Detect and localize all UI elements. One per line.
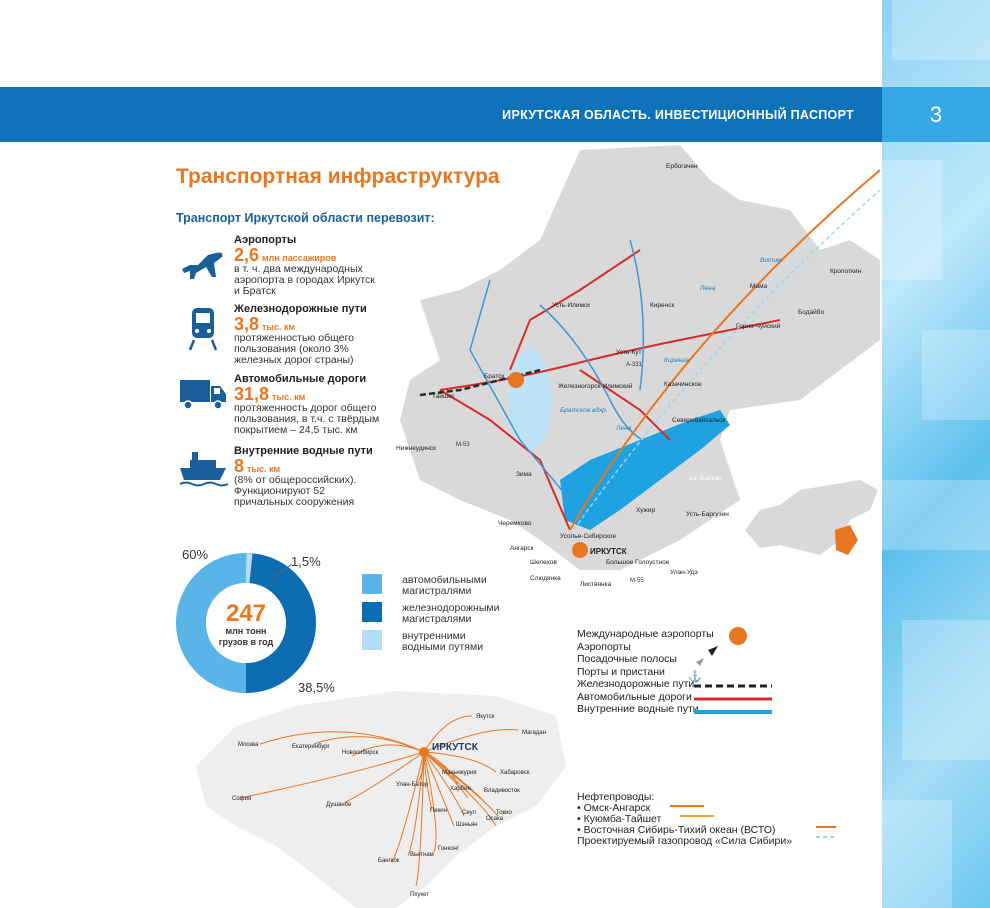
legend-rail: железнодорожными магистралями (402, 602, 500, 625)
airstrip-icon (696, 658, 704, 666)
stat-desc-line: Функционируют 52 (234, 485, 326, 497)
stat-desc-line: аэропорта в городах Иркутск (234, 274, 375, 286)
header-bar (0, 87, 882, 142)
svg-text:А-331: А-331 (626, 362, 643, 368)
pipeline-item: • Куюмба-Тайшет (577, 813, 662, 825)
svg-text:Усть-Баргузин: Усть-Баргузин (686, 511, 729, 518)
svg-text:М-53: М-53 (456, 442, 470, 448)
intl-airport-icon (572, 542, 588, 558)
svg-text:Бангкок: Бангкок (378, 858, 400, 864)
russia-inset-map (740, 470, 880, 570)
svg-text:Екатеринбург: Екатеринбург (292, 744, 330, 750)
svg-text:Осака: Осака (486, 816, 504, 822)
pct-water-leader (268, 560, 294, 582)
pct-road: 60% (182, 547, 209, 562)
gas-pipeline-item: Проектируемый газопровод «Сила Сибири» (577, 835, 793, 847)
svg-text:Горно-Чуйский: Горно-Чуйский (736, 323, 781, 330)
legend-swatch-water (362, 630, 382, 650)
svg-text:Киренск: Киренск (650, 302, 675, 309)
airport-icon (708, 646, 718, 656)
stat-unit: тыс. км (261, 322, 296, 332)
stat-desc-line: пользования (около 3% (234, 343, 349, 355)
svg-text:ИРКУТСК: ИРКУТСК (432, 742, 478, 753)
legend-swatch-road (362, 574, 382, 594)
stat-name: Железнодорожные пути (234, 303, 367, 315)
stat-unit: тыс. км (271, 392, 306, 402)
svg-text:Магадан: Магадан (522, 730, 546, 736)
legend-road: Автомобильные дороги (577, 690, 692, 703)
svg-text:Якутск: Якутск (476, 714, 495, 720)
svg-text:София: София (232, 796, 252, 802)
svg-text:Шелехов: Шелехов (530, 559, 557, 566)
section-title: Транспортная инфраструктура (176, 165, 500, 188)
intl-airport-icon (729, 627, 747, 645)
svg-text:Хабаровск: Хабаровск (500, 770, 530, 776)
svg-text:оз. Байкал: оз. Байкал (690, 475, 722, 482)
stat-desc-line: протяженность дорог общего (234, 402, 377, 414)
donut-unit: млн тонн (225, 626, 267, 636)
svg-text:Харбин: Харбин (450, 786, 471, 792)
page-number: 3 (882, 87, 990, 142)
svg-text:Улан-Удэ: Улан-Удэ (670, 569, 698, 576)
svg-text:ИРКУТСК: ИРКУТСК (590, 547, 627, 556)
irkutsk-hub (419, 747, 429, 757)
svg-text:Шэньян: Шэньян (456, 822, 478, 828)
pipeline-item: • Омск-Ангарск (577, 802, 651, 814)
stat-name: Аэропорты (234, 234, 297, 246)
legend-water: внутренними водными путями (402, 630, 484, 653)
svg-text:Ербогачен: Ербогачен (666, 163, 698, 170)
document-title: ИРКУТСКАЯ ОБЛАСТЬ. ИНВЕСТИЦИОННЫЙ ПАСПОРТ (502, 108, 854, 122)
svg-text:Большое Голоустное: Большое Голоустное (606, 559, 670, 566)
stat-desc-line: покрытием – 24,5 тыс. км (234, 424, 358, 436)
svg-text:Зима: Зима (516, 471, 532, 478)
world-routes-map (196, 686, 566, 908)
legend-airstrip: Посадочные полосы (577, 653, 677, 665)
svg-text:Москва: Москва (238, 742, 259, 748)
anchor-icon: ⚓ (688, 671, 702, 683)
stat-desc-line: железных дорог страны) (234, 354, 354, 366)
svg-text:Вьетнам: Вьетнам (410, 852, 434, 858)
svg-text:М-55: М-55 (630, 578, 644, 584)
svg-text:Хужир: Хужир (636, 507, 656, 514)
svg-text:Усть-Илимск: Усть-Илимск (552, 302, 591, 309)
svg-text:Слюдянка: Слюдянка (530, 575, 561, 582)
legend-swatch-rail (362, 602, 382, 622)
svg-text:Витим: Витим (760, 257, 782, 264)
legend-railway: Железнодорожные пути (577, 678, 695, 690)
legend-intl-airport: Международные аэропорты (577, 628, 714, 640)
stat-desc-line: (8% от общероссийских). (234, 474, 357, 486)
stat-desc-line: причальных сооружения (234, 496, 355, 508)
svg-text:Гонконг: Гонконг (438, 846, 460, 852)
svg-text:Киренга: Киренга (664, 357, 690, 364)
svg-text:Пекин: Пекин (430, 808, 447, 814)
svg-text:Лена: Лена (616, 425, 632, 432)
stat-name: Внутренние водные пути (234, 445, 373, 457)
svg-text:Братск: Братск (484, 373, 505, 380)
donut-unit: грузов в год (218, 637, 274, 647)
svg-text:Ангарск: Ангарск (510, 545, 534, 552)
svg-text:Усть-Кут: Усть-Кут (616, 349, 642, 356)
stat-unit: млн пассажиров (261, 253, 337, 263)
svg-text:Новосибирск: Новосибирск (342, 750, 379, 756)
cargo-donut-chart (176, 553, 316, 693)
svg-text:Усолье-Сибирское: Усолье-Сибирское (560, 533, 617, 540)
svg-text:Братское вдхр.: Братское вдхр. (560, 407, 608, 414)
stat-value: 31,8 (234, 384, 270, 404)
svg-text:Казачинское: Казачинское (664, 381, 702, 388)
svg-text:Железногорск-Илимский: Железногорск-Илимский (558, 383, 633, 390)
pct-water: 1,5% (291, 554, 321, 569)
stat-desc-line: пользования, в т.ч. с твёрдым (234, 413, 380, 425)
svg-text:Тайшет: Тайшет (432, 393, 455, 400)
pipeline-title: Нефтепроводы: (577, 791, 655, 803)
ship-icon (178, 446, 228, 494)
svg-text:Пхукет: Пхукет (410, 892, 429, 898)
truck-icon (178, 374, 228, 422)
svg-text:Мама: Мама (750, 283, 768, 290)
svg-text:Нижнеудинск: Нижнеудинск (396, 445, 436, 452)
svg-text:Листвянка: Листвянка (580, 581, 612, 588)
airplane-icon (178, 235, 228, 283)
stat-desc-line: и Братск (234, 285, 276, 297)
svg-text:Токио: Токио (496, 810, 512, 816)
train-icon (178, 304, 228, 352)
stat-desc-line: протяженностью общего (234, 332, 354, 344)
stat-unit: тыс. км (246, 464, 281, 474)
stat-value: 3,8 (234, 314, 260, 334)
bratsk-reservoir (508, 350, 552, 450)
pipeline-symbols (670, 800, 840, 840)
svg-text:Улан-Батор: Улан-Батор (396, 782, 429, 788)
stat-value: 8 (234, 456, 245, 476)
svg-text:Северобайкальск: Северобайкальск (672, 417, 726, 424)
intl-airport-icon (508, 372, 524, 388)
stat-desc-line: в т. ч. два международных (234, 263, 363, 275)
donut-total: 247 (225, 600, 267, 627)
pct-rail: 38,5% (298, 680, 335, 695)
svg-text:Кропоткин: Кропоткин (830, 268, 862, 275)
legend-port: Порты и пристани (577, 665, 665, 678)
section-subtitle: Транспорт Иркутской области перевозит: (176, 211, 435, 225)
svg-text:Сеул: Сеул (462, 810, 476, 816)
svg-text:Лена: Лена (700, 285, 716, 292)
stat-value: 2,6 (234, 245, 260, 265)
map-legend-symbols (690, 624, 780, 718)
svg-text:Маньчжурия: Маньчжурия (442, 770, 477, 776)
svg-text:Владивосток: Владивосток (484, 788, 520, 794)
svg-text:Черемхово: Черемхово (498, 520, 532, 527)
svg-text:Душанбе: Душанбе (326, 802, 352, 808)
svg-text:Бодайбо: Бодайбо (798, 309, 825, 316)
legend-waterway: Внутренние водные пути (577, 703, 699, 715)
pipeline-item: • Восточная Сибирь-Тихий океан (ВСТО) (577, 824, 776, 836)
stat-name: Автомобильные дороги (234, 373, 367, 385)
legend-road: автомобильными магистралями (402, 574, 487, 597)
legend-airport: Аэропорты (577, 640, 631, 653)
